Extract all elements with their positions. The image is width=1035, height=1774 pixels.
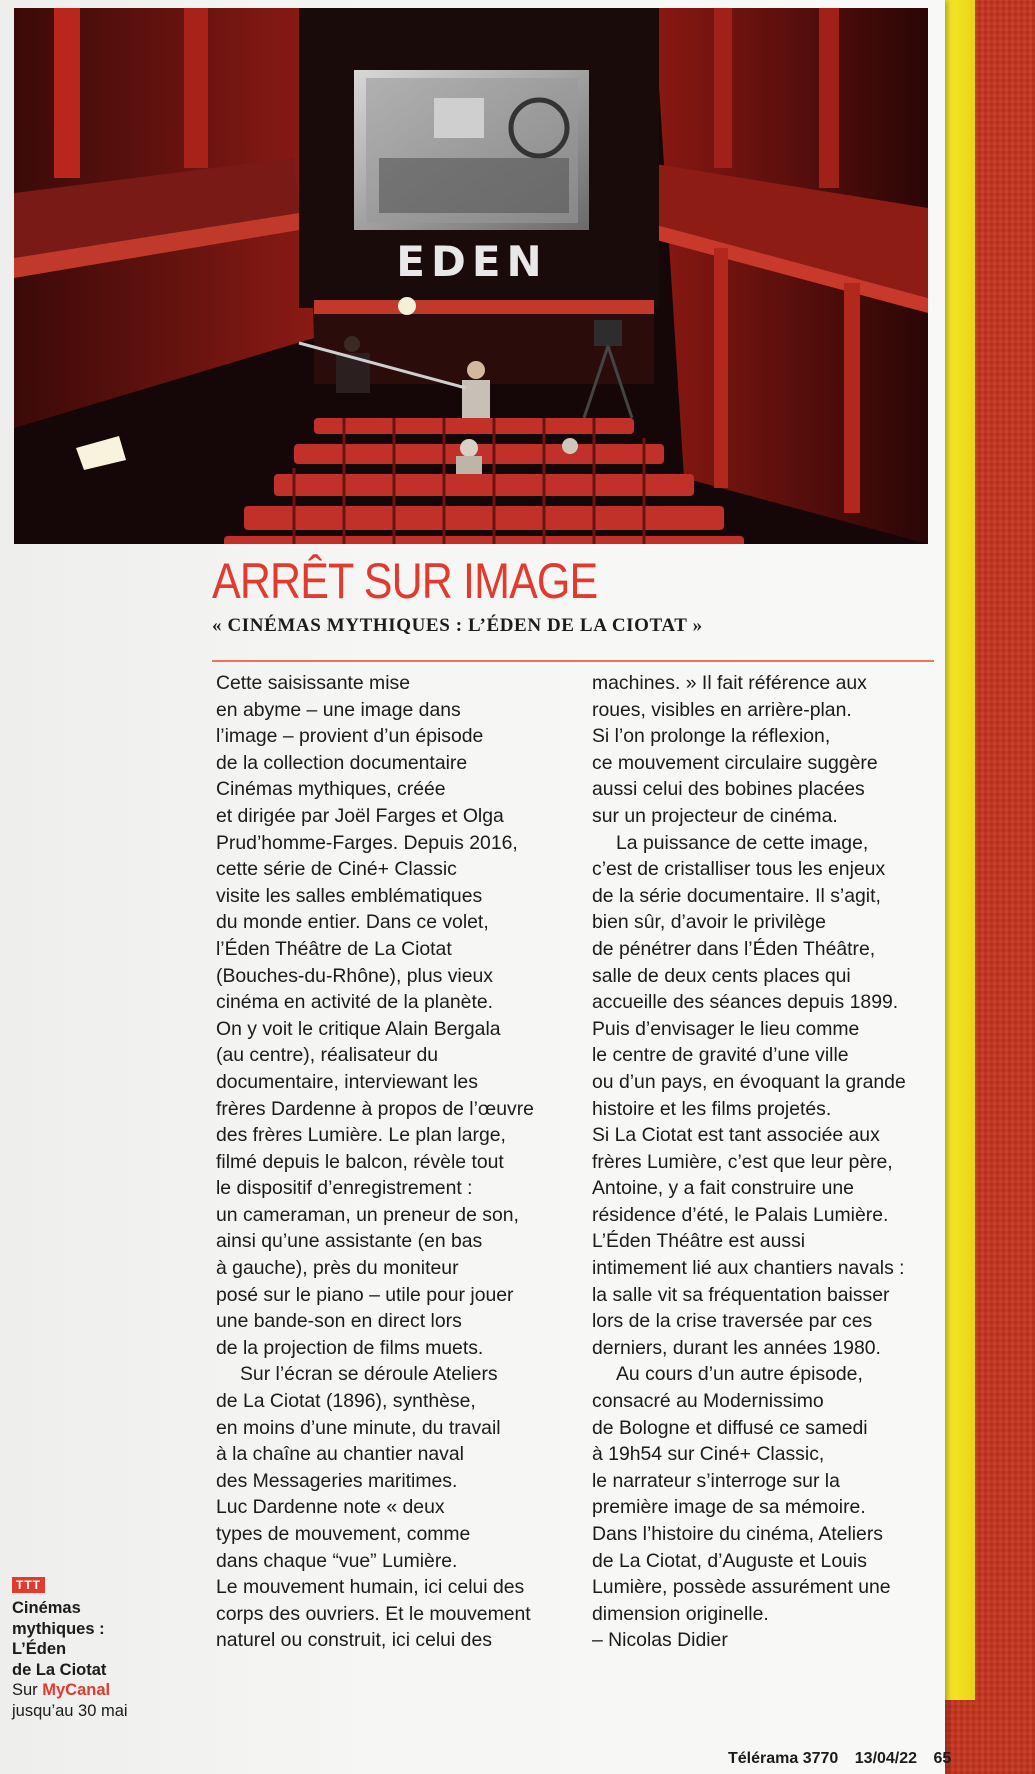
article-line: La puissance de cette image,	[616, 831, 869, 854]
article-line: de pénétrer dans l’Éden Théâtre,	[592, 937, 876, 960]
article-line: frères Lumière, c’est que leur père,	[592, 1150, 893, 1173]
platform-prefix: Sur	[12, 1681, 43, 1699]
article-line: Si l’on prolonge la réflexion,	[592, 725, 831, 748]
article-line: de La Ciotat (1896), synthèse,	[216, 1390, 476, 1413]
article-line: résidence d’été, le Palais Lumière.	[592, 1203, 889, 1226]
article-line: et dirigée par Joël Farges et Olga	[216, 804, 504, 827]
article-line: Si La Ciotat est tant associée aux	[592, 1124, 880, 1147]
article-line: première image de sa mémoire.	[592, 1496, 866, 1519]
article-line: un cameraman, un preneur de son,	[216, 1203, 519, 1226]
article-line: une bande-son en direct lors	[216, 1310, 462, 1333]
article-line: frères Dardenne à propos de l’œuvre	[216, 1097, 534, 1120]
sidebar-title-line: mythiques :	[12, 1619, 105, 1638]
footer-magazine: Télérama 3770	[728, 1750, 839, 1767]
section-kicker: ARRÊT SUR IMAGE	[212, 553, 598, 609]
article-line: consacré au Modernissimo	[592, 1390, 824, 1413]
article-line: Cinémas mythiques, créée	[216, 778, 446, 801]
article-line: de la collection documentaire	[216, 751, 468, 774]
article-line: documentaire, interviewant les	[216, 1070, 478, 1093]
article-line: machines. » Il fait référence aux	[592, 672, 867, 694]
article-line: Puis d’envisager le lieu comme	[592, 1017, 860, 1040]
article-line: roues, visibles en arrière-plan.	[592, 698, 852, 721]
article-line: bien sûr, d’avoir le privilège	[592, 911, 826, 934]
article-line: aussi celui des bobines placées	[592, 778, 865, 801]
article-line: la salle vit sa fréquentation baisser	[592, 1283, 890, 1306]
sidebar-title-line: Cinémas	[12, 1599, 81, 1617]
article-line: le dispositif d’enregistrement :	[216, 1177, 473, 1200]
article-line: Cette saisissante mise	[216, 672, 410, 694]
article-line: dimension originelle.	[592, 1602, 769, 1625]
article-line: lors de la crise traversée par ces	[592, 1310, 873, 1333]
article-subtitle: « CINÉMAS MYTHIQUES : L’ÉDEN DE LA CIOTAT »	[212, 615, 703, 636]
article-line: cinéma en activité de la planète.	[216, 991, 494, 1014]
article-line: naturel ou construit, ici celui des	[216, 1629, 492, 1652]
cinema-photo	[14, 8, 928, 544]
eden-theatre-illustration	[14, 8, 928, 544]
footer-page-number: 65	[933, 1750, 952, 1767]
article-line: à 19h54 sur Ciné+ Classic,	[592, 1443, 825, 1466]
article-line: Dans l’histoire du cinéma, Ateliers	[592, 1523, 883, 1545]
article-line: Lumière, possède assurément une	[592, 1576, 891, 1599]
article-line: Luc Dardenne note « deux	[216, 1496, 445, 1519]
article-line: dans chaque “vue” Lumière.	[216, 1549, 458, 1572]
article-line: Prud’homme-Farges. Depuis 2016,	[216, 831, 518, 854]
article-line: de Bologne et diffusé ce samedi	[592, 1416, 868, 1439]
article-line: à la chaîne au chantier naval	[216, 1443, 464, 1466]
article-line: (Bouches-du-Rhône), plus vieux	[216, 964, 493, 987]
article-line: cette série de Ciné+ Classic	[216, 858, 457, 881]
article-line: Sur l’écran se déroule Ateliers	[240, 1363, 498, 1386]
article-line: l’image – provient d’un épisode	[216, 725, 484, 748]
sidebar-title-line: de La Ciotat	[12, 1660, 107, 1679]
article-line: du monde entier. Dans ce volet,	[216, 911, 489, 934]
article-line: visite les salles emblématiques	[216, 884, 483, 907]
article-line: accueille des séances depuis 1899.	[592, 991, 899, 1014]
article-line: types de mouvement, comme	[216, 1523, 471, 1545]
article-line: l’Éden Théâtre de La Ciotat	[216, 937, 452, 960]
sidebar-title-line: L’Éden	[12, 1640, 67, 1658]
article-line: Au cours d’un autre épisode,	[616, 1363, 863, 1386]
article-line: intimement lié aux chantiers navals :	[592, 1257, 905, 1280]
article-line: derniers, durant les années 1980.	[592, 1336, 881, 1359]
sidebar-availability: jusqu’au 30 mai	[12, 1701, 128, 1720]
article-line: Antoine, y a fait construire une	[592, 1177, 854, 1200]
article-line: de la série documentaire. Il s’agit,	[592, 884, 881, 907]
article-line: des Messageries maritimes.	[216, 1469, 458, 1492]
sidebar-platform-line	[12, 1680, 128, 1701]
article-line: salle de deux cents places qui	[592, 964, 851, 987]
article-column-2	[592, 670, 937, 1654]
page-footer	[728, 1750, 963, 1768]
article-line: sur un projecteur de cinéma.	[592, 804, 838, 827]
program-sidebar	[12, 1576, 128, 1721]
article-line: c’est de cristalliser tous les enjeux	[592, 858, 886, 881]
platform-name: MyCanal	[42, 1681, 111, 1699]
article-line: à gauche), près du moniteur	[216, 1257, 459, 1280]
article-line: de La Ciotat, d’Auguste et Louis	[592, 1549, 867, 1572]
article-line: histoire et les films projetés.	[592, 1097, 832, 1120]
heading-rule	[212, 660, 934, 662]
article-line: ou d’un pays, en évoquant la grande	[592, 1070, 906, 1093]
article-line: le narrateur s’interroge sur la	[592, 1469, 840, 1492]
eden-sign: EDEN	[396, 237, 548, 286]
rating-badge: TTT	[12, 1577, 45, 1593]
article-line: le centre de gravité d’une ville	[592, 1044, 849, 1067]
article-line: posé sur le piano – utile pour jouer	[216, 1283, 514, 1306]
article-line: – Nicolas Didier	[592, 1629, 728, 1652]
article-line: de la projection de films muets.	[216, 1336, 484, 1359]
article-line: L’Éden Théâtre est aussi	[592, 1230, 806, 1253]
article-line: corps des ouvriers. Et le mouvement	[216, 1602, 531, 1625]
article-line: Le mouvement humain, ici celui des	[216, 1576, 525, 1599]
article-line: filmé depuis le balcon, révèle tout	[216, 1150, 504, 1173]
article-line: On y voit le critique Alain Bergala	[216, 1017, 501, 1040]
article-line: des frères Lumière. Le plan large,	[216, 1124, 506, 1147]
article-line: ce mouvement circulaire suggère	[592, 751, 878, 774]
article-line: en abyme – une image dans	[216, 698, 461, 721]
article-line: ainsi qu’une assistante (en bas	[216, 1230, 483, 1253]
article-line: (au centre), réalisateur du	[216, 1044, 439, 1067]
article-line: en moins d’une minute, du travail	[216, 1416, 501, 1439]
footer-date: 13/04/22	[854, 1750, 918, 1767]
article-column-1	[216, 670, 586, 1654]
